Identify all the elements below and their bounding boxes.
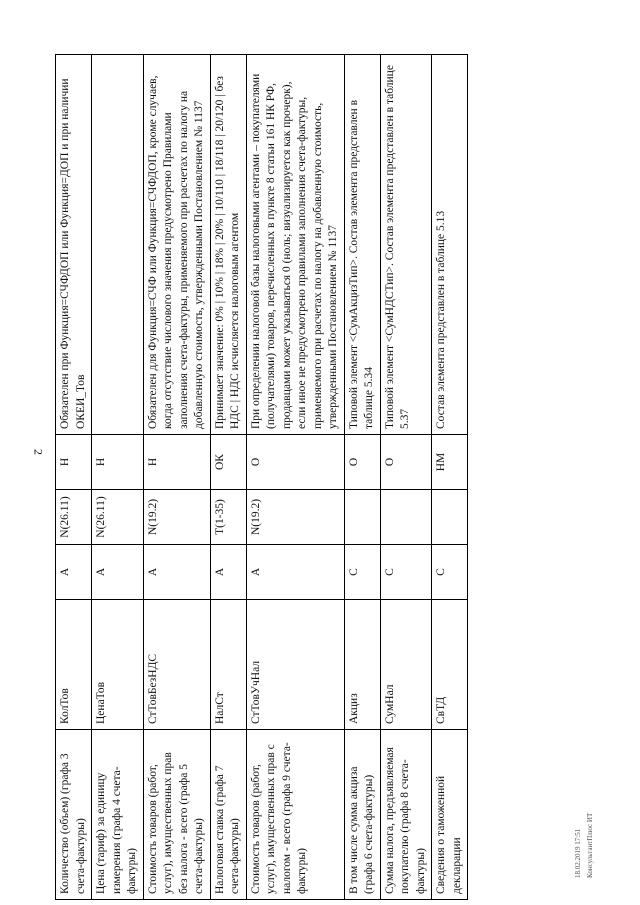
cell-name: Сумма налога, предъявляемая покупателю (графа 8 счета-фактуры) [380, 730, 432, 900]
cell-note [92, 55, 144, 435]
cell-format [344, 490, 380, 545]
cell-code: Акциз [344, 600, 380, 730]
cell-format: N(26.11) [92, 490, 144, 545]
cell-type: А [92, 545, 144, 600]
cell-required: ОК [210, 435, 246, 490]
cell-note: Типовой элемент <СумНДСТип>. Состав элемента представлен в таблице 5.37 [380, 55, 432, 435]
document-stamp [560, 800, 620, 880]
cell-name: Количество (объем) (графа 3 счета-фактуры) [56, 730, 92, 900]
table-body [56, 55, 468, 900]
cell-code: КолТов [56, 600, 92, 730]
table-row [210, 55, 246, 900]
cell-required: Н [92, 435, 144, 490]
cell-name: В том числе сумма акциза (графа 6 счета-фактуры) [344, 730, 380, 900]
page-number: 2 [31, 449, 46, 455]
cell-note: При определении налоговой базы налоговыми агентами – покупателями (получателями) товаров, перечисленных в пункте 8 статьи 161 НК РФ, продавцами может указываться 0 (ноль; визуализируется как прочерк), если иное не предусмотрено правилами заполнения счета-фактуры, применяемого при расчетах по налогу на добавленную стоимость, утвержденными Постановлением № 1137 [246, 55, 344, 435]
table-row [380, 55, 432, 900]
cell-format: N(19.2) [246, 490, 344, 545]
stamp-line-1: 18.02.2019 17:51 [574, 828, 582, 878]
cell-format [380, 490, 432, 545]
elements-table [55, 54, 468, 900]
cell-required: НМ [432, 435, 468, 490]
cell-type: А [246, 545, 344, 600]
cell-type: С [344, 545, 380, 600]
table-row [143, 55, 210, 900]
cell-note: Состав элемента представлен в таблице 5.13 [432, 55, 468, 435]
cell-type: С [432, 545, 468, 600]
table-row [246, 55, 344, 900]
cell-type: А [56, 545, 92, 600]
cell-type: С [380, 545, 432, 600]
cell-note: Принимает значение: 0% | 10% | 18% | 20% | 10/110 | 18/118 | 20/120 | без НДС | НДС исчисляется налоговым агентом [210, 55, 246, 435]
cell-required: О [344, 435, 380, 490]
cell-format: N(19.2) [143, 490, 210, 545]
cell-name: Стоимость товаров (работ, услуг), имущественных прав с налогом - всего (графа 9 счета-фактуры) [246, 730, 344, 900]
cell-note: Обязателен при Функция=СЧФДОП или Функция=ДОП и при наличии ОКЕИ_Тов [56, 55, 92, 435]
cell-code: ЦенаТов [92, 600, 144, 730]
cell-format: T(1-35) [210, 490, 246, 545]
cell-format [432, 490, 468, 545]
cell-code: СвТД [432, 600, 468, 730]
stamp-line-2: КонсультантПлюс ИТ [586, 812, 594, 878]
cell-format: N(26.11) [56, 490, 92, 545]
cell-code: НалСт [210, 600, 246, 730]
cell-note: Обязателен для Функция=СЧФ или Функция=СЧФДОП, кроме случаев, когда отсутствие числового значения предусмотрено Правилами заполнения счета-фактуры, применяемого при расчетах по налогу на добавленную стоимость, утвержденными Постановлением № 1137 [143, 55, 210, 435]
rotated-page-content [55, 55, 600, 900]
cell-name: Стоимость товаров (работ, услуг), имущественных прав без налога - всего (графа 5 счета-фактуры) [143, 730, 210, 900]
table-row [56, 55, 92, 900]
table-row [344, 55, 380, 900]
table-row [92, 55, 144, 900]
cell-code: СумНал [380, 600, 432, 730]
cell-code: СтТовБезНДС [143, 600, 210, 730]
cell-type: А [143, 545, 210, 600]
cell-required: О [246, 435, 344, 490]
cell-required: Н [56, 435, 92, 490]
cell-required: О [380, 435, 432, 490]
cell-name: Цена (тариф) за единицу измерения (графа 4 счета-фактуры) [92, 730, 144, 900]
cell-required: Н [143, 435, 210, 490]
cell-type: А [210, 545, 246, 600]
table-row [432, 55, 468, 900]
cell-code: СтТовУчНал [246, 600, 344, 730]
cell-note: Типовой элемент <СумАкцизТип>. Состав элемента представлен в таблице 5.34 [344, 55, 380, 435]
cell-name: Налоговая ставка (графа 7 счета-фактуры) [210, 730, 246, 900]
cell-name: Сведения о таможенной декларации [432, 730, 468, 900]
